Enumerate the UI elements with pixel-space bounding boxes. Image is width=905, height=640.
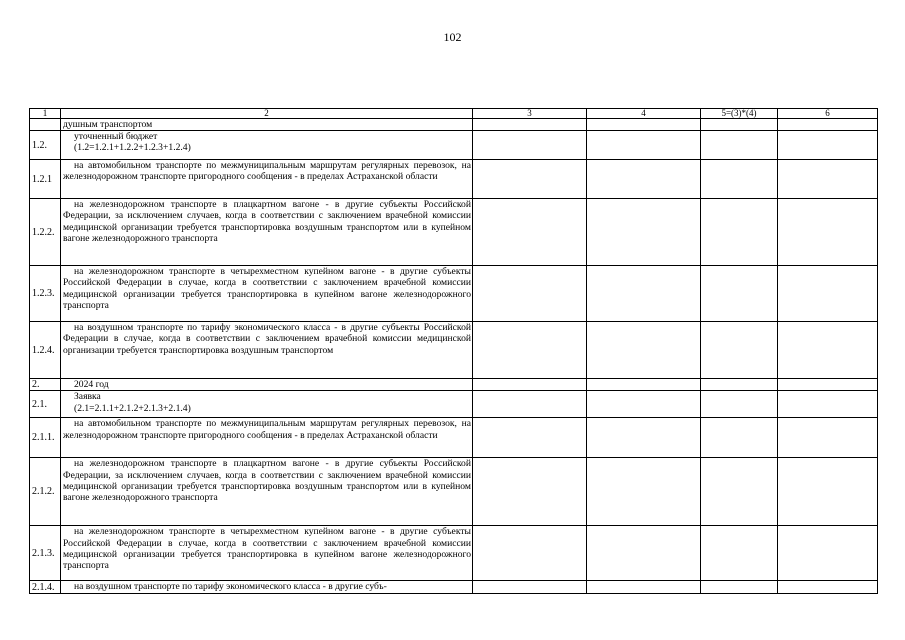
table-row bbox=[30, 526, 878, 581]
budget-table bbox=[29, 108, 878, 594]
row-description bbox=[61, 160, 473, 199]
table-row bbox=[30, 119, 878, 131]
cell-col-5 bbox=[701, 131, 778, 160]
cell-col-5 bbox=[701, 379, 778, 391]
row-description bbox=[61, 391, 473, 418]
cell-col-5 bbox=[701, 391, 778, 418]
cell-col-4 bbox=[587, 581, 701, 594]
table-row bbox=[30, 266, 878, 322]
cell-col-6 bbox=[778, 199, 878, 266]
header-col-3: 3 bbox=[473, 109, 587, 119]
cell-col-4 bbox=[587, 266, 701, 322]
cell-col-3 bbox=[473, 322, 587, 379]
cell-col-3 bbox=[473, 266, 587, 322]
row-description bbox=[61, 418, 473, 458]
cell-col-5 bbox=[701, 160, 778, 199]
row-number: 2.1. bbox=[30, 391, 61, 418]
row-description bbox=[61, 581, 473, 594]
cell-col-4 bbox=[587, 458, 701, 526]
table-row bbox=[30, 458, 878, 526]
cell-col-6 bbox=[778, 526, 878, 581]
cell-col-3 bbox=[473, 119, 587, 131]
cell-col-5 bbox=[701, 581, 778, 594]
row-description bbox=[61, 131, 473, 160]
table-row bbox=[30, 391, 878, 418]
row-description-text: душным транспортом bbox=[63, 119, 153, 130]
table-row bbox=[30, 379, 878, 391]
row-description-text: на воздушном транспорте по тарифу экономического класса - в другие субъ- bbox=[74, 581, 387, 593]
row-number: 2. bbox=[30, 379, 61, 391]
table-row bbox=[30, 581, 878, 594]
row-description-text: на железнодорожном транспорте в плацкартном вагоне - в другие субъекты Российской Федерации, за исключением случаев, когда в соответствии с заключением врачебной комиссии медицинской организации требуется транспортировка воздушным транспортом или в купейном вагоне железнодорожного транспорта bbox=[63, 458, 471, 504]
cell-col-3 bbox=[473, 160, 587, 199]
table-row bbox=[30, 418, 878, 458]
row-number: 1.2.2. bbox=[30, 199, 61, 266]
row-description-text: на воздушном транспорте по тарифу экономического класса - в другие субъекты Российской Федерации в случае, когда в соответствии с заключением врачебной комиссии медицинской организации требуется транспортировка воздушным транспортом bbox=[63, 322, 471, 356]
row-number: 1.2.4. bbox=[30, 322, 61, 379]
cell-col-3 bbox=[473, 379, 587, 391]
page-number: 102 bbox=[443, 30, 462, 44]
row-description bbox=[61, 119, 473, 131]
cell-col-6 bbox=[778, 581, 878, 594]
cell-col-3 bbox=[473, 581, 587, 594]
row-description bbox=[61, 458, 473, 526]
header-col-1: 1 bbox=[30, 109, 61, 119]
cell-col-6 bbox=[778, 379, 878, 391]
row-description-text: на железнодорожном транспорте в четырехместном купейном вагоне - в другие субъекты Российской Федерации в случае, когда в соответствии с заключением врачебной комиссии медицинской организации требуется транспортировка в купейном вагоне железнодорожного транспорта bbox=[63, 266, 471, 311]
cell-col-4 bbox=[587, 391, 701, 418]
row-description bbox=[61, 266, 473, 322]
row-description-text: Заявка bbox=[74, 391, 101, 403]
header-col-6: 6 bbox=[778, 109, 878, 119]
row-description bbox=[61, 379, 473, 391]
row-description-text: на автомобильном транспорте по межмуниципальным маршрутам регулярных перевозок, на железнодорожном транспорте пригородного сообщения - в пределах Астраханской области bbox=[63, 160, 471, 183]
cell-col-6 bbox=[778, 322, 878, 379]
row-description-text: 2024 год bbox=[74, 379, 109, 391]
row-number: 2.1.2. bbox=[30, 458, 61, 526]
cell-col-5 bbox=[701, 418, 778, 458]
cell-col-4 bbox=[587, 160, 701, 199]
cell-col-3 bbox=[473, 458, 587, 526]
row-description bbox=[61, 322, 473, 379]
row-description-text: на автомобильном транспорте по межмуниципальным маршрутам регулярных перевозок, на железнодорожном транспорте пригородного сообщения - в пределах Астраханской области bbox=[63, 418, 471, 441]
row-description-text: на железнодорожном транспорте в четырехместном купейном вагоне - в другие субъекты Российской Федерации в случае, когда в соответствии с заключением врачебной комиссии медицинской организации требуется транспортировка в купейном вагоне железнодорожного транспорта bbox=[63, 526, 471, 572]
header-row bbox=[30, 109, 878, 119]
cell-col-6 bbox=[778, 266, 878, 322]
row-formula: (2.1=2.1.1+2.1.2+2.1.3+2.1.4) bbox=[74, 402, 191, 414]
cell-col-5 bbox=[701, 322, 778, 379]
cell-col-6 bbox=[778, 160, 878, 199]
cell-col-3 bbox=[473, 131, 587, 160]
cell-col-6 bbox=[778, 131, 878, 160]
cell-col-5 bbox=[701, 526, 778, 581]
row-number: 1.2.1 bbox=[30, 160, 61, 199]
cell-col-4 bbox=[587, 131, 701, 160]
cell-col-6 bbox=[778, 458, 878, 526]
header-col-5: 5=(3)*(4) bbox=[701, 109, 778, 119]
row-number: 2.1.1. bbox=[30, 418, 61, 458]
table-row bbox=[30, 322, 878, 379]
row-formula: (1.2=1.2.1+1.2.2+1.2.3+1.2.4) bbox=[74, 142, 191, 154]
cell-col-5 bbox=[701, 266, 778, 322]
row-description bbox=[61, 199, 473, 266]
cell-col-3 bbox=[473, 418, 587, 458]
row-number bbox=[30, 119, 61, 131]
header-col-4: 4 bbox=[587, 109, 701, 119]
table-row bbox=[30, 131, 878, 160]
row-number: 2.1.3. bbox=[30, 526, 61, 581]
cell-col-4 bbox=[587, 199, 701, 266]
row-description-text: уточненный бюджет bbox=[74, 131, 158, 143]
cell-col-6 bbox=[778, 119, 878, 131]
cell-col-4 bbox=[587, 526, 701, 581]
table-row bbox=[30, 160, 878, 199]
cell-col-3 bbox=[473, 391, 587, 418]
cell-col-6 bbox=[778, 418, 878, 458]
cell-col-4 bbox=[587, 322, 701, 379]
row-description bbox=[61, 526, 473, 581]
header-col-2: 2 bbox=[61, 109, 473, 119]
cell-col-4 bbox=[587, 379, 701, 391]
cell-col-6 bbox=[778, 391, 878, 418]
cell-col-5 bbox=[701, 458, 778, 526]
cell-col-4 bbox=[587, 119, 701, 131]
cell-col-3 bbox=[473, 526, 587, 581]
table-row bbox=[30, 199, 878, 266]
cell-col-4 bbox=[587, 418, 701, 458]
cell-col-5 bbox=[701, 119, 778, 131]
row-number: 1.2. bbox=[30, 131, 61, 160]
row-number: 2.1.4. bbox=[30, 581, 61, 594]
cell-col-3 bbox=[473, 199, 587, 266]
cell-col-5 bbox=[701, 199, 778, 266]
row-description-text: на железнодорожном транспорте в плацкартном вагоне - в другие субъекты Российской Федерации, за исключением случаев, когда в соответствии с заключением врачебной комиссии медицинской организации требуется транспортировка воздушным транспортом или в купейном вагоне железнодорожного транспорта bbox=[63, 199, 471, 244]
row-number: 1.2.3. bbox=[30, 266, 61, 322]
